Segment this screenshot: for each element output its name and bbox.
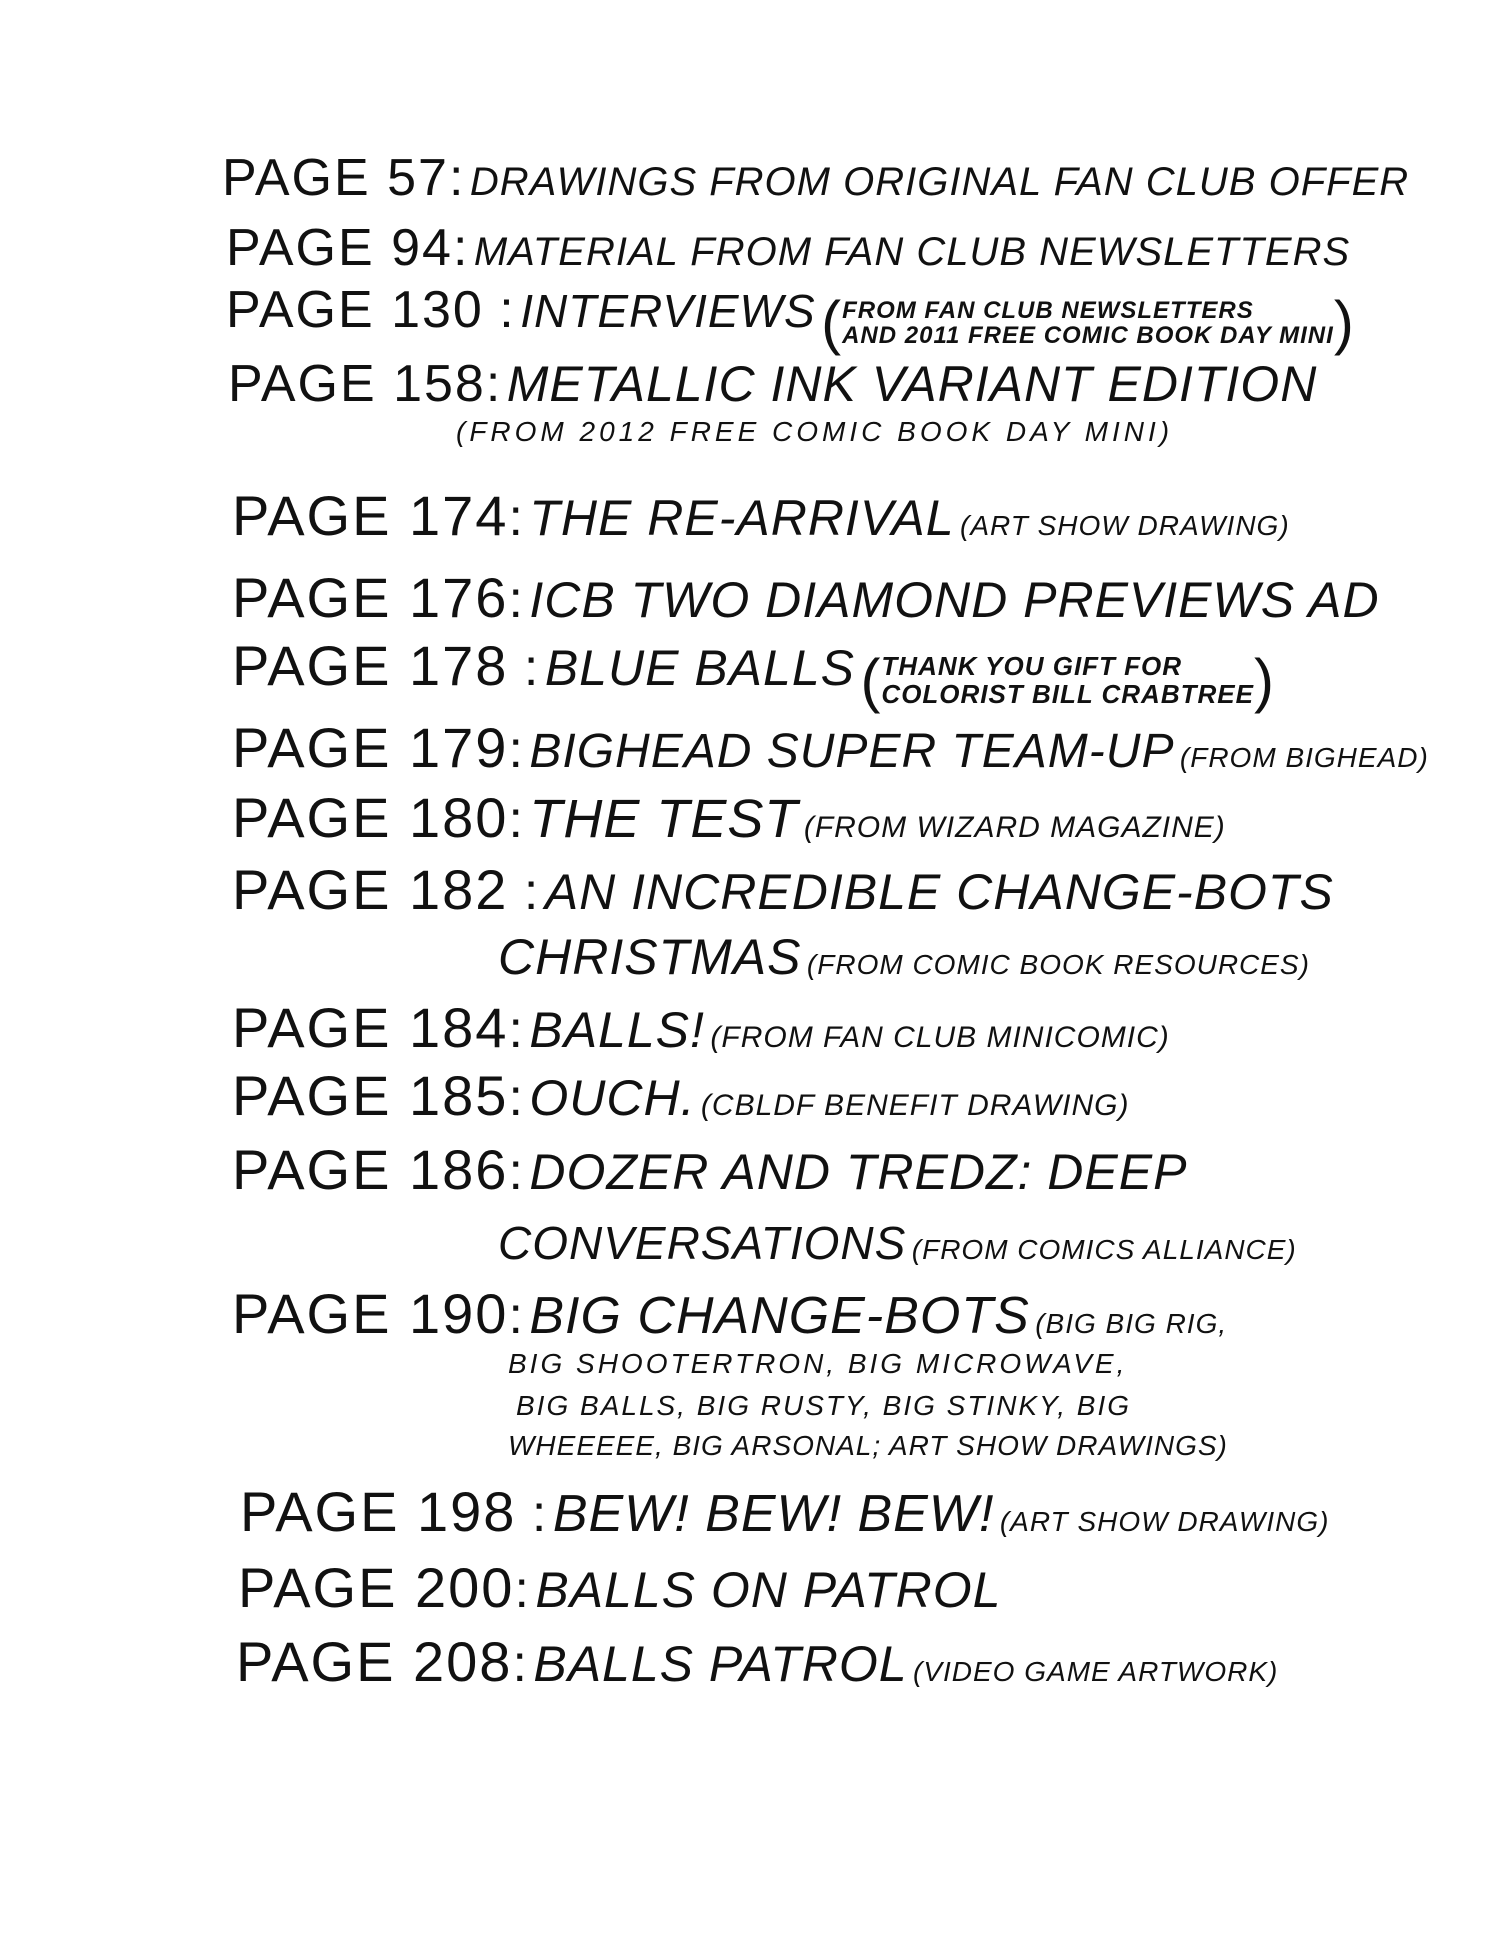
- entry-page-185: PAGE 185: OUCH. (CBLDF BENEFIT DRAWING): [232, 1064, 1130, 1127]
- entry-note: FROM FAN CLUB NEWSLETTERS AND 2011 FREE COMIC BOOK DAY MINI: [842, 296, 1334, 349]
- entry-page-182: PAGE 182 : AN INCREDIBLE CHANGE-BOTS: [232, 858, 1334, 921]
- entry-page-184: PAGE 184: BALLS! (FROM FAN CLUB MINICOMIC): [232, 996, 1170, 1059]
- entry-page-158: PAGE 158: METALLIC INK VARIANT EDITION: [228, 355, 1318, 413]
- page-number: PAGE 94: [226, 219, 453, 277]
- page-number: PAGE 180: [232, 786, 509, 849]
- page-number: PAGE 178: [232, 634, 509, 697]
- page-number: PAGE 190: [232, 1282, 509, 1345]
- entry-page-180: PAGE 180: THE TEST (FROM WIZARD MAGAZINE): [232, 786, 1226, 849]
- page-number: PAGE 179: [232, 716, 509, 779]
- page-number: PAGE 200: [238, 1556, 515, 1619]
- page-number: PAGE 182: [232, 858, 509, 921]
- page-number: PAGE 57: [222, 149, 449, 207]
- entry-page-190: PAGE 190: BIG CHANGE-BOTS (BIG BIG RIG,: [232, 1282, 1228, 1345]
- entry-note-line: BIG BALLS, BIG RUSTY, BIG STINKY, BIG: [516, 1390, 1132, 1421]
- entry-note: (FROM COMICS ALLIANCE): [911, 1234, 1297, 1265]
- entry-note: (ART SHOW DRAWING): [999, 1506, 1330, 1537]
- entry-page-179: PAGE 179: BIGHEAD SUPER TEAM-UP (FROM BIGHEAD): [232, 716, 1429, 779]
- entry-note: (FROM COMIC BOOK RESOURCES): [806, 949, 1310, 980]
- entry-title: BIG CHANGE-BOTS: [529, 1287, 1030, 1345]
- entry-page-198: PAGE 198 : BEW! BEW! BEW! (ART SHOW DRAWING): [240, 1480, 1330, 1543]
- entry-page-178: PAGE 178 : BLUE BALLS ( THANK YOU GIFT FOR COLORIST BILL CRABTREE ): [232, 634, 1275, 714]
- entry-note: (FROM WIZARD MAGAZINE): [803, 811, 1226, 844]
- entry-title: THE TEST: [529, 789, 799, 849]
- entry-note: (ART SHOW DRAWING): [960, 510, 1290, 541]
- entry-page-186-cont: [498, 1217, 1297, 1269]
- entry-page-176: PAGE 176: ICB TWO DIAMOND PREVIEWS AD: [232, 566, 1380, 629]
- entry-page-94: PAGE 94: MATERIAL FROM FAN CLUB NEWSLETTERS: [226, 219, 1351, 277]
- entry-title: THE RE-ARRIVAL: [529, 490, 955, 546]
- entry-title: BLUE BALLS: [544, 640, 855, 696]
- page-number: PAGE 185: [232, 1064, 509, 1127]
- page-number: PAGE 208: [236, 1630, 513, 1693]
- entry-title: OUCH.: [529, 1070, 696, 1126]
- entry-page-208: PAGE 208: BALLS PATROL (VIDEO GAME ARTWORK): [236, 1630, 1279, 1693]
- entry-page-174: PAGE 174: THE RE-ARRIVAL (ART SHOW DRAWING): [232, 484, 1290, 547]
- entry-page-57: PAGE 57: DRAWINGS FROM ORIGINAL FAN CLUB OFFER: [222, 149, 1410, 207]
- entry-page-182-cont: [498, 929, 1310, 985]
- page-number: PAGE 186: [232, 1138, 509, 1201]
- entry-title: MATERIAL FROM FAN CLUB NEWSLETTERS: [473, 230, 1351, 274]
- entry-title: METALLIC INK VARIANT EDITION: [506, 356, 1318, 412]
- entry-note: (FROM 2012 FREE COMIC BOOK DAY MINI): [456, 416, 1174, 447]
- entry-note: (FROM BIGHEAD): [1179, 742, 1429, 773]
- entry-title: INTERVIEWS: [520, 285, 816, 337]
- entry-title: AN INCREDIBLE CHANGE-BOTS: [544, 864, 1334, 920]
- entry-note-line: WHEEEEE, BIG ARSONAL; ART SHOW DRAWINGS): [508, 1430, 1228, 1461]
- page-number: PAGE 158: [228, 355, 486, 413]
- entry-note: (VIDEO GAME ARTWORK): [913, 1656, 1279, 1687]
- entry-page-200: PAGE 200: BALLS ON PATROL: [238, 1556, 1002, 1619]
- entry-title: DOZER AND TREDZ: DEEP: [529, 1144, 1188, 1200]
- entry-note-line: BIG SHOOTERTRON, BIG MICROWAVE,: [508, 1348, 1128, 1379]
- page-number: PAGE 130: [226, 281, 484, 339]
- entry-page-130: PAGE 130 : INTERVIEWS ( FROM FAN CLUB NEWSLETTERS AND 2011 FREE COMIC BOOK DAY MINI ): [226, 281, 1355, 356]
- entry-note: (FROM FAN CLUB MINICOMIC): [710, 1021, 1170, 1054]
- entry-title: BEW! BEW! BEW!: [552, 1485, 995, 1543]
- page-number: PAGE 184: [232, 996, 509, 1059]
- entry-note: (CBLDF BENEFIT DRAWING): [700, 1089, 1130, 1122]
- entry-title-continued: CONVERSATIONS: [498, 1217, 907, 1269]
- entry-page-186: PAGE 186: DOZER AND TREDZ: DEEP: [232, 1138, 1188, 1201]
- entry-note: (BIG BIG RIG,: [1035, 1308, 1228, 1339]
- entry-title: DRAWINGS FROM ORIGINAL FAN CLUB OFFER: [469, 160, 1410, 204]
- page-number: PAGE 198: [240, 1480, 517, 1543]
- entry-title: BALLS PATROL: [533, 1636, 908, 1692]
- entry-title-continued: CHRISTMAS: [498, 929, 802, 985]
- entry-title: BALLS ON PATROL: [535, 1562, 1002, 1618]
- entry-note: THANK YOU GIFT FOR COLORIST BILL CRABTREE: [881, 651, 1254, 709]
- entry-title: BALLS!: [529, 1002, 705, 1058]
- page-number: PAGE 176: [232, 566, 509, 629]
- entry-title: BIGHEAD SUPER TEAM-UP: [529, 725, 1175, 778]
- page-number: PAGE 174: [232, 484, 509, 547]
- entry-title: ICB TWO DIAMOND PREVIEWS AD: [529, 572, 1380, 628]
